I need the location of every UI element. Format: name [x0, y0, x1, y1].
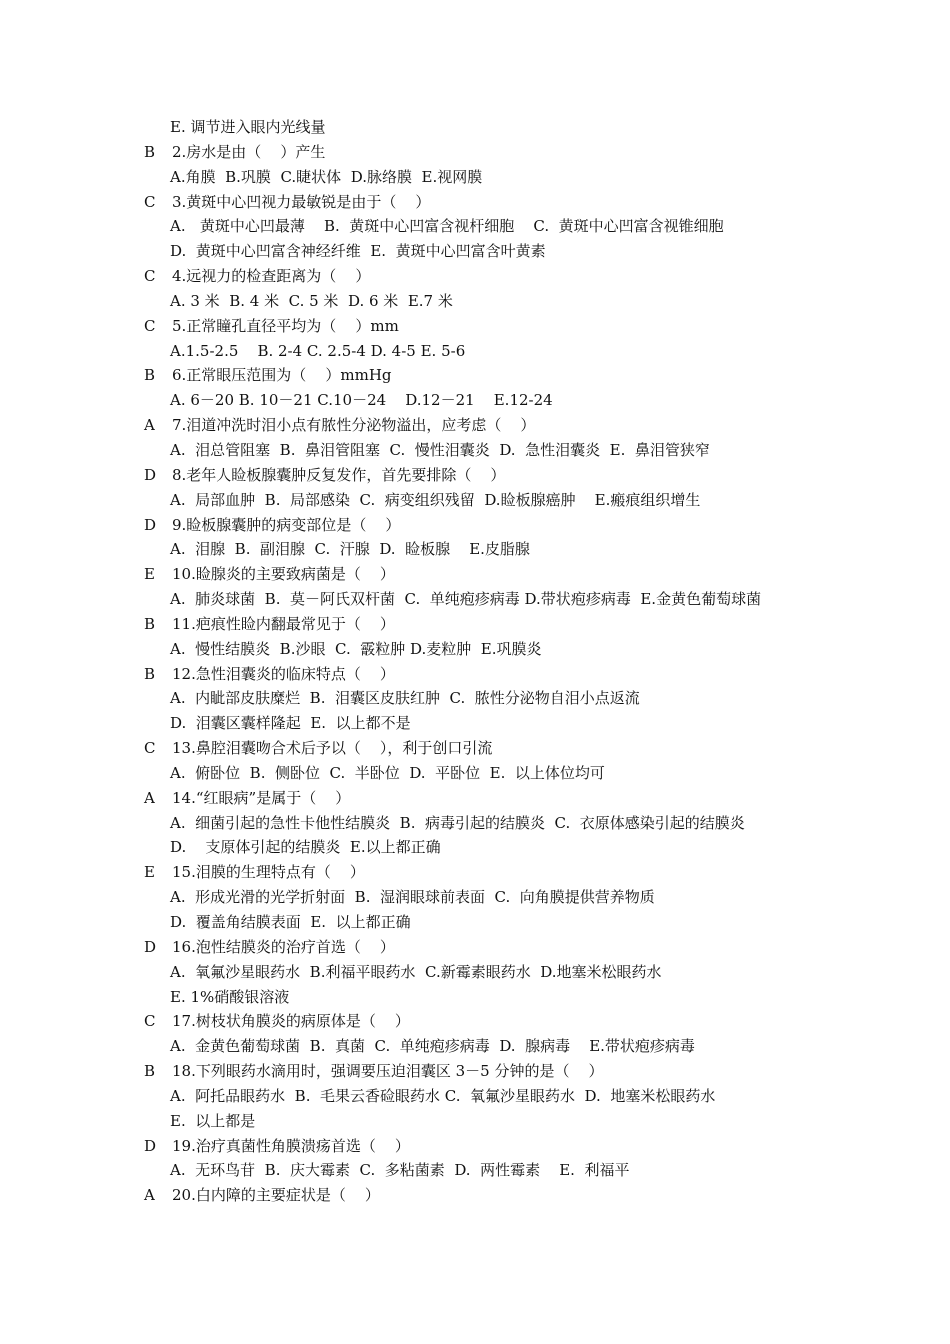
- question-line: [0, 1134, 950, 1159]
- question-text: 6.正常眼压范围为（ ）mmHg: [172, 366, 392, 385]
- question-line: [0, 190, 950, 215]
- question-text: 2.房水是由（ ）产生: [172, 142, 326, 161]
- option-line: [0, 835, 950, 860]
- answer-letter: D: [144, 1136, 157, 1155]
- option-text: D. 覆盖角结膜表面 E. 以上都正确: [170, 913, 411, 931]
- question-text: 10.睑腺炎的主要致病菌是（ ）: [172, 565, 395, 584]
- option-line: [0, 910, 950, 935]
- question-text: 20.白内障的主要症状是（ ）: [172, 1186, 380, 1205]
- option-line: [0, 711, 950, 736]
- option-line: [0, 165, 950, 190]
- question-text: 5.正常瞳孔直径平均为（ ）mm: [172, 316, 399, 335]
- option-line: [0, 761, 950, 786]
- question-line: [0, 264, 950, 289]
- question-text: 14.“红眼病”是属于（ ）: [172, 788, 351, 807]
- option-text: A. 阿托品眼药水 B. 毛果云香硷眼药水 C. 氧氟沙星眼药水 D. 地塞米松眼药水: [170, 1086, 716, 1105]
- question-line: [0, 860, 950, 885]
- option-line: [0, 587, 950, 612]
- option-line: [0, 289, 950, 314]
- answer-letter: C: [144, 192, 156, 211]
- option-text: E. 以上都是: [170, 1111, 256, 1130]
- answer-letter: D: [144, 465, 157, 484]
- option-line: [0, 811, 950, 836]
- question-line: [0, 736, 950, 761]
- option-text: A. 6－20 B. 10－21 C.10－24 D.12－21 E.12-24: [170, 391, 553, 410]
- option-text: A. 细菌引起的急性卡他性结膜炎 B. 病毒引起的结膜炎 C. 衣原体感染引起的结膜炎: [170, 813, 745, 832]
- option-text: A.角膜 B.巩膜 C.睫状体 D.脉络膜 E.视网膜: [170, 167, 483, 186]
- option-line: [0, 488, 950, 513]
- question-text: 15.泪膜的生理特点有（ ）: [172, 863, 365, 882]
- question-line: [0, 662, 950, 687]
- question-text: 16.泡性结膜炎的治疗首选（ ）: [172, 937, 395, 956]
- answer-letter: B: [144, 142, 156, 161]
- question-line: [0, 786, 950, 811]
- option-line: [0, 637, 950, 662]
- option-text: A. 泪总管阻塞 B. 鼻泪管阻塞 C. 慢性泪囊炎 D. 急性泪囊炎 E. 鼻泪管狭窄: [170, 440, 710, 459]
- answer-letter: D: [144, 515, 157, 534]
- option-text: E. 调节进入眼内光线量: [170, 118, 326, 136]
- option-line: [0, 1158, 950, 1183]
- question-text: 13.鼻腔泪囊吻合术后予以（ ），利于创口引流: [172, 739, 493, 758]
- question-text: 11.疤痕性睑内翻最常见于（ ）: [172, 614, 395, 633]
- question-text: 9.睑板腺囊肿的病变部位是（ ）: [172, 515, 401, 534]
- option-text: A. 局部血肿 B. 局部感染 C. 病变组织残留 D.睑板腺癌肿 E.瘢痕组织增生: [170, 490, 701, 509]
- question-text: 4.远视力的检查距离为（ ）: [172, 267, 371, 286]
- option-text: A. 俯卧位 B. 侧卧位 C. 半卧位 D. 平卧位 E. 以上体位均可: [170, 763, 605, 782]
- option-text: A. 内眦部皮肤糜烂 B. 泪囊区皮肤红肿 C. 脓性分泌物自泪小点返流: [170, 689, 640, 708]
- option-text: E. 1%硝酸银溶液: [170, 987, 290, 1006]
- question-text: 3.黄斑中心凹视力最敏锐是由于（ ）: [172, 192, 431, 211]
- answer-letter: C: [144, 316, 156, 335]
- option-line: [0, 885, 950, 910]
- answer-letter: C: [144, 267, 156, 286]
- question-line: [0, 463, 950, 488]
- option-text: A. 慢性结膜炎 B.沙眼 C. 霰粒肿 D.麦粒肿 E.巩膜炎: [170, 639, 542, 658]
- answer-letter: C: [144, 739, 156, 758]
- option-line: [0, 1034, 950, 1059]
- answer-letter: B: [144, 664, 156, 683]
- question-text: 7.泪道冲洗时泪小点有脓性分泌物溢出，应考虑（ ）: [172, 416, 536, 435]
- option-line: [0, 115, 950, 140]
- answer-letter: E: [144, 565, 155, 584]
- option-line: [0, 1084, 950, 1109]
- option-text: A. 黄斑中心凹最薄 B. 黄斑中心凹富含视杆细胞 C. 黄斑中心凹富含视锥细胞: [170, 217, 724, 236]
- question-line: [0, 1009, 950, 1034]
- option-text: A. 氧氟沙星眼药水 B.利福平眼药水 C.新霉素眼药水 D.地塞米松眼药水: [170, 962, 662, 981]
- question-line: [0, 935, 950, 960]
- option-text: D. 泪囊区囊样隆起 E. 以上都不是: [170, 714, 411, 733]
- option-text: A.1.5-2.5 B. 2-4 C. 2.5-4 D. 4-5 E. 5-6: [170, 341, 466, 360]
- answer-letter: E: [144, 863, 155, 882]
- question-text: 8.老年人睑板腺囊肿反复发作，首先要排除（ ）: [172, 465, 506, 484]
- option-line: [0, 239, 950, 264]
- question-text: 17.树枝状角膜炎的病原体是（ ）: [172, 1012, 410, 1031]
- option-text: A. 泪腺 B. 副泪腺 C. 汗腺 D. 睑板腺 E.皮脂腺: [170, 540, 530, 559]
- option-text: A. 肺炎球菌 B. 莫－阿氏双杆菌 C. 单纯疱疹病毒 D.带状疱疹病毒 E.金黄色葡萄球菌: [170, 590, 762, 609]
- option-line: [0, 537, 950, 562]
- answer-letter: A: [144, 416, 155, 435]
- option-line: [0, 339, 950, 364]
- question-text: 19.治疗真菌性角膜溃疡首选（ ）: [172, 1136, 410, 1155]
- option-text: A. 无环鸟苷 B. 庆大霉素 C. 多粘菌素 D. 两性霉素 E. 利福平: [170, 1161, 630, 1180]
- option-line: [0, 985, 950, 1010]
- option-text: D. 黄斑中心凹富含神经纤维 E. 黄斑中心凹富含叶黄素: [170, 242, 546, 261]
- option-text: A. 金黄色葡萄球菌 B. 真菌 C. 单纯疱疹病毒 D. 腺病毒 E.带状疱疹病毒: [170, 1037, 695, 1056]
- option-line: [0, 438, 950, 463]
- answer-letter: D: [144, 937, 157, 956]
- answer-letter: B: [144, 366, 156, 385]
- option-text: D. 支原体引起的结膜炎 E.以上都正确: [170, 838, 441, 857]
- answer-letter: A: [144, 788, 155, 807]
- answer-letter: A: [144, 1186, 155, 1205]
- question-line: [0, 140, 950, 165]
- question-line: [0, 562, 950, 587]
- option-line: [0, 960, 950, 985]
- question-line: [0, 1059, 950, 1084]
- question-list: [0, 115, 950, 1208]
- question-line: [0, 513, 950, 538]
- question-text: 12.急性泪囊炎的临床特点（ ）: [172, 664, 395, 683]
- question-line: [0, 314, 950, 339]
- question-line: [0, 413, 950, 438]
- question-line: [0, 612, 950, 637]
- option-text: A. 形成光滑的光学折射面 B. 湿润眼球前表面 C. 向角膜提供营养物质: [170, 888, 655, 907]
- option-line: [0, 214, 950, 239]
- option-line: [0, 686, 950, 711]
- question-line: [0, 1183, 950, 1208]
- option-line: [0, 388, 950, 413]
- question-text: 18.下列眼药水滴用时，强调要压迫泪囊区 3－5 分钟的是（ ）: [172, 1062, 604, 1081]
- answer-letter: C: [144, 1012, 156, 1031]
- answer-letter: B: [144, 614, 156, 633]
- question-line: [0, 363, 950, 388]
- option-line: [0, 1109, 950, 1134]
- answer-letter: B: [144, 1062, 156, 1081]
- option-text: A. 3 米 B. 4 米 C. 5 米 D. 6 米 E.7 米: [170, 291, 453, 310]
